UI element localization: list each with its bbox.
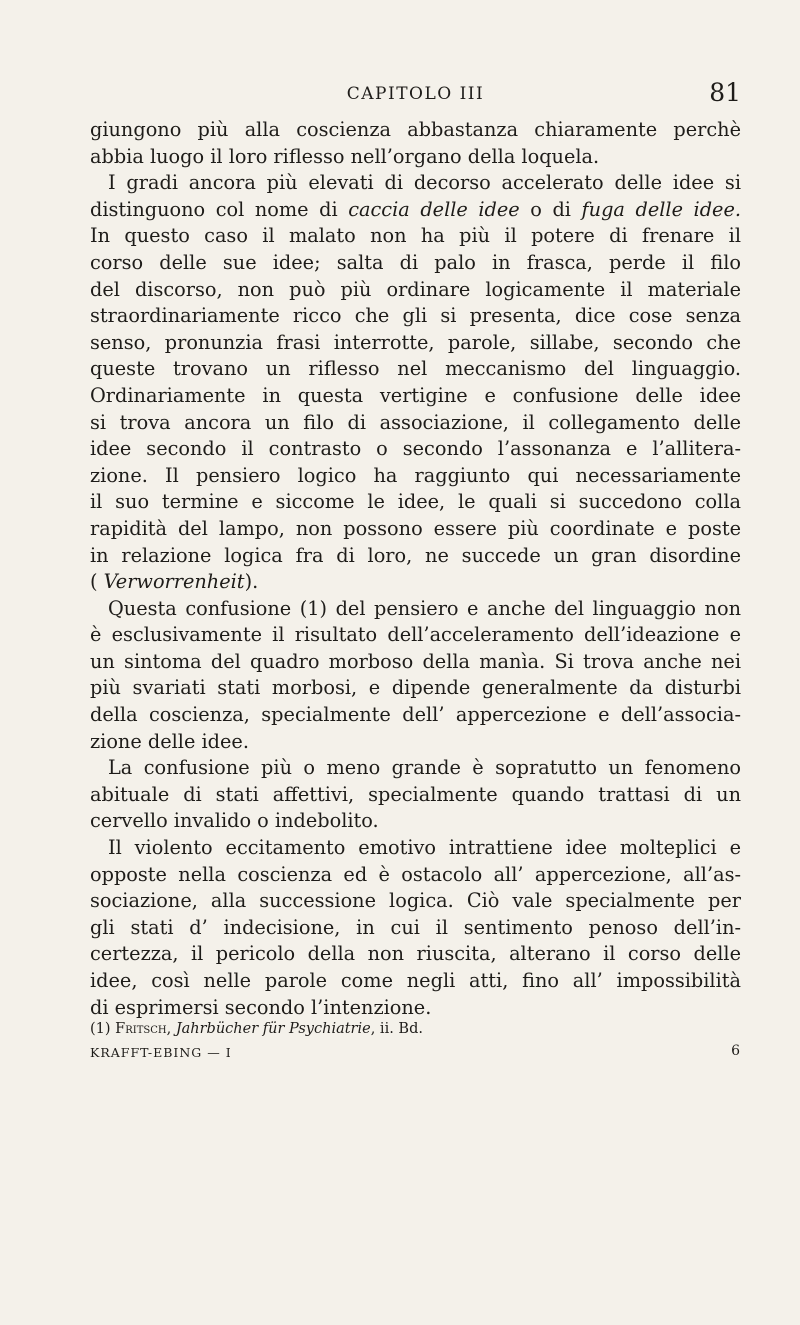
text-line: gli stati d’ indecisione, in cui il sentimento penoso dell’in-	[90, 915, 741, 939]
text-line: In questo caso il malato non ha più il potere di frenare il	[90, 224, 741, 248]
text-run: ).	[244, 570, 259, 594]
signature-number: 6	[731, 1043, 741, 1059]
text-line: abituale di stati affettivi, specialmente quando trattasi di un	[90, 782, 741, 806]
italic-term: Verworrenheit	[103, 570, 245, 594]
footnote-author: Fritsch	[115, 1021, 167, 1037]
page-header	[90, 78, 741, 110]
text-line: sociazione, alla successione logica. Ciò vale specialmente per	[90, 889, 741, 913]
text-run: , ii. Bd.	[370, 1021, 423, 1037]
text-line: giungono più alla coscienza abbastanza chiaramente perchè	[90, 118, 741, 141]
signature-text: KRAFFT-EBING — I	[90, 1045, 232, 1060]
text-line: abbia luogo il loro riflesso nell’organo della loquela.	[90, 144, 600, 168]
footnote-title: Jahrbücher für Psychiatrie	[175, 1021, 371, 1037]
text-line: il suo termine e siccome le idee, le quali si succedono colla	[90, 490, 741, 514]
text-line	[90, 569, 741, 596]
page-number: 81	[709, 78, 741, 107]
text-line: del discorso, non può più ordinare logicamente il materiale	[90, 277, 741, 301]
text-line: cervello invalido o indebolito.	[90, 809, 379, 833]
text-run: ,	[166, 1021, 176, 1037]
text-run: (	[90, 570, 104, 594]
running-head: CAPITOLO III	[346, 84, 485, 104]
text-line: idee secondo il contrasto o secondo l’assonanza e l’allitera-	[90, 437, 741, 461]
italic-term: caccia delle idee	[348, 197, 520, 221]
text-line: senso, pronunzia frasi interrotte, parole, sillabe, secondo che	[90, 330, 741, 354]
text-line: zione delle idee.	[90, 729, 249, 753]
text-line: idee, così nelle parole come negli atti, fino all’ impossibilità	[90, 969, 741, 992]
text-run: o di	[519, 197, 582, 221]
text-line: Ordinariamente in questa vertigine e confusione delle idee	[90, 383, 741, 407]
text-line: di esprimersi secondo l’intenzione.	[90, 995, 432, 1019]
italic-term: fuga delle idee.	[581, 197, 742, 221]
printer-signature	[90, 1045, 741, 1065]
text-line: rapidità del lampo, non possono essere più coordinate e poste	[90, 516, 741, 540]
text-line: zione. Il pensiero logico ha raggiunto qui necessariamente	[90, 463, 741, 487]
text-line: La confusione più o meno grande è sopratutto un fenomeno	[108, 756, 741, 780]
text-line: I gradi ancora più elevati di decorso accelerato delle idee si	[108, 171, 741, 195]
text-line: della coscienza, specialmente dell’ appercezione e dell’associa-	[90, 703, 741, 727]
text-line: queste trovano un riflesso nel meccanismo del linguaggio.	[90, 357, 741, 381]
text-line: in relazione logica fra di loro, ne succede un gran disordine	[90, 543, 741, 567]
text-line: un sintoma del quadro morboso della manìa. Si trova anche nei	[90, 649, 741, 673]
text-line: si trova ancora un filo di associazione, il collegamento delle	[90, 410, 741, 434]
text-line: più svariati stati morbosi, e dipende generalmente da disturbi	[90, 676, 741, 700]
text-line: certezza, il pericolo della non riuscita, alterano il corso delle	[90, 942, 741, 966]
text-line: straordinariamente ricco che gli si presenta, dice cose senza	[90, 304, 741, 328]
text-line	[90, 197, 741, 224]
footnote-marker: (1)	[90, 1021, 116, 1037]
text-run: distinguono col nome di	[90, 197, 349, 221]
text-line: è esclusivamente il risultato dell’acceleramento dell’ideazione e	[90, 623, 741, 647]
text-line: Il violento eccitamento emotivo intrattiene idee molteplici e	[108, 836, 741, 860]
text-line: Questa confusione (1) del pensiero e anche del linguaggio non	[108, 596, 741, 620]
footnote	[90, 1018, 741, 1040]
body-text	[90, 117, 741, 1021]
text-line: corso delle sue idee; salta di palo in frasca, perde il filo	[90, 250, 741, 274]
text-line: opposte nella coscienza ed è ostacolo all’ appercezione, all’as-	[90, 862, 741, 886]
